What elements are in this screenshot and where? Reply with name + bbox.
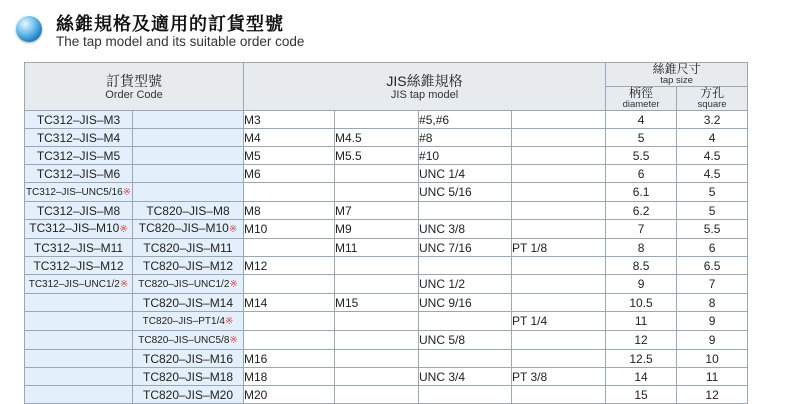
- jis-unc: [419, 202, 512, 220]
- jis-metric-alt: [335, 183, 419, 202]
- jis-unc: UNC 7/16: [419, 239, 512, 257]
- page-header: [14, 8, 774, 54]
- jis-pt: [512, 111, 606, 129]
- jis-metric: M20: [244, 386, 335, 404]
- square-size: 11: [677, 368, 748, 386]
- jis-unc: UNC 5/16: [419, 183, 512, 202]
- jis-pt: [512, 257, 606, 275]
- jis-pt: PT 1/4: [512, 312, 606, 331]
- shank-diameter: 4: [606, 111, 677, 129]
- square-size: 5: [677, 202, 748, 220]
- order-code-tc312: TC312–JIS–M6: [25, 165, 133, 183]
- jis-metric: [244, 239, 335, 257]
- order-code-tc820: TC820–JIS–M16: [133, 350, 244, 368]
- jis-metric-alt: [335, 331, 419, 350]
- square-size: 12: [677, 386, 748, 404]
- diameter-header: 柄徑 diameter: [606, 87, 677, 111]
- shank-diameter: 6: [606, 165, 677, 183]
- order-code-tc312: TC312–JIS–M5: [25, 147, 133, 165]
- table-row: [25, 312, 748, 331]
- square-size: 6.5: [677, 257, 748, 275]
- order-code-tc820: TC820–JIS–M12: [133, 257, 244, 275]
- shank-diameter: 11: [606, 312, 677, 331]
- order-code-tc820: [133, 147, 244, 165]
- page-title: 絲錐規格及適用的訂貨型號: [56, 14, 284, 34]
- order-code-tc312: [25, 350, 133, 368]
- square-size: 3.2: [677, 111, 748, 129]
- jis-unc: UNC 1/4: [419, 165, 512, 183]
- table-body: [25, 111, 748, 404]
- jis-pt: [512, 350, 606, 368]
- jis-metric-alt: [335, 312, 419, 331]
- order-code-tc312: TC312–JIS–M11: [25, 239, 133, 257]
- jis-pt: [512, 202, 606, 220]
- order-code-tc312: TC312–JIS–M10※: [25, 220, 133, 239]
- shank-diameter: 9: [606, 275, 677, 294]
- table-row: [25, 165, 748, 183]
- jis-metric: M4: [244, 129, 335, 147]
- square-size: 4.5: [677, 165, 748, 183]
- jis-metric: [244, 183, 335, 202]
- jis-pt: [512, 147, 606, 165]
- note-mark-icon: ※: [119, 279, 129, 290]
- square-size: 10: [677, 350, 748, 368]
- note-mark-icon: ※: [122, 187, 132, 198]
- table-row: [25, 368, 748, 386]
- page-subtitle: The tap model and its suitable order code: [56, 34, 305, 49]
- square-size: 4.5: [677, 147, 748, 165]
- square-size: 7: [677, 275, 748, 294]
- jis-metric: M10: [244, 220, 335, 239]
- order-code-tc820: [133, 111, 244, 129]
- order-code-tc312: TC312–JIS–M12: [25, 257, 133, 275]
- order-code-tc820: [133, 129, 244, 147]
- table-row: [25, 129, 748, 147]
- jis-unc: UNC 5/8: [419, 331, 512, 350]
- jis-unc: UNC 1/2: [419, 275, 512, 294]
- tap-spec-table: [24, 62, 748, 404]
- jis-unc: [419, 312, 512, 331]
- table-row: [25, 147, 748, 165]
- shank-diameter: 6.1: [606, 183, 677, 202]
- jis-metric: M18: [244, 368, 335, 386]
- blue-bullet-icon: [16, 16, 42, 42]
- jis-metric-alt: M4.5: [335, 129, 419, 147]
- table-row: [25, 220, 748, 239]
- square-size: 8: [677, 294, 748, 312]
- jis-metric-alt: [335, 386, 419, 404]
- jis-metric-alt: [335, 111, 419, 129]
- jis-pt: [512, 331, 606, 350]
- order-code-tc820: TC820–JIS–PT1/4※: [133, 312, 244, 331]
- shank-diameter: 5.5: [606, 147, 677, 165]
- jis-pt: [512, 165, 606, 183]
- square-size: 9: [677, 312, 748, 331]
- order-code-tc820: TC820–JIS–UNC5/8※: [133, 331, 244, 350]
- jis-metric: M14: [244, 294, 335, 312]
- jis-metric-alt: [335, 165, 419, 183]
- note-mark-icon: ※: [229, 335, 238, 346]
- jis-metric-alt: M11: [335, 239, 419, 257]
- square-size: 4: [677, 129, 748, 147]
- jis-metric-alt: [335, 275, 419, 294]
- jis-unc: UNC 9/16: [419, 294, 512, 312]
- order-code-tc312: TC312–JIS–M3: [25, 111, 133, 129]
- shank-diameter: 6.2: [606, 202, 677, 220]
- jis-unc: [419, 386, 512, 404]
- order-code-tc820: TC820–JIS–M20: [133, 386, 244, 404]
- table-row: [25, 257, 748, 275]
- order-code-tc312: [25, 368, 133, 386]
- note-mark-icon: ※: [119, 224, 128, 235]
- order-code-tc312: TC312–JIS–UNC1/2※: [25, 275, 133, 294]
- shank-diameter: 7: [606, 220, 677, 239]
- shank-diameter: 12: [606, 331, 677, 350]
- jis-metric-alt: M9: [335, 220, 419, 239]
- shank-diameter: 14: [606, 368, 677, 386]
- jis-metric-alt: [335, 350, 419, 368]
- jis-metric-alt: M7: [335, 202, 419, 220]
- order-code-tc312: [25, 331, 133, 350]
- shank-diameter: 8.5: [606, 257, 677, 275]
- order-code-tc312: TC312–JIS–M4: [25, 129, 133, 147]
- table-row: [25, 202, 748, 220]
- jis-pt: PT 1/8: [512, 239, 606, 257]
- jis-pt: [512, 386, 606, 404]
- square-header: 方孔 square: [677, 87, 748, 111]
- shank-diameter: 10.5: [606, 294, 677, 312]
- jis-unc: [419, 257, 512, 275]
- jis-metric: M16: [244, 350, 335, 368]
- jis-metric-alt: [335, 368, 419, 386]
- table-row: [25, 275, 748, 294]
- jis-pt: [512, 220, 606, 239]
- note-mark-icon: ※: [229, 279, 238, 290]
- jis-unc: #10: [419, 147, 512, 165]
- jis-metric: M12: [244, 257, 335, 275]
- jis-unc: UNC 3/4: [419, 368, 512, 386]
- jis-metric: M8: [244, 202, 335, 220]
- square-size: 9: [677, 331, 748, 350]
- table-row: [25, 183, 748, 202]
- jis-unc: UNC 3/8: [419, 220, 512, 239]
- square-size: 5.5: [677, 220, 748, 239]
- jis-unc: [419, 350, 512, 368]
- table-row: [25, 331, 748, 350]
- jis-unc: #5,#6: [419, 111, 512, 129]
- jis-metric-alt: M15: [335, 294, 419, 312]
- tap-size-header: 絲錐尺寸 tap size: [606, 63, 748, 87]
- shank-diameter: 5: [606, 129, 677, 147]
- jis-metric: M5: [244, 147, 335, 165]
- square-size: 6: [677, 239, 748, 257]
- order-code-tc820: [133, 183, 244, 202]
- square-size: 5: [677, 183, 748, 202]
- jis-pt: [512, 129, 606, 147]
- jis-metric-alt: [335, 257, 419, 275]
- jis-metric: [244, 331, 335, 350]
- jis-unc: #8: [419, 129, 512, 147]
- note-mark-icon: ※: [228, 224, 238, 235]
- jis-pt: [512, 275, 606, 294]
- order-code-tc312: TC312–JIS–UNC5/16※: [25, 183, 133, 202]
- order-code-tc820: TC820–JIS–M14: [133, 294, 244, 312]
- order-code-tc312: [25, 312, 133, 331]
- order-code-header: 訂貨型號 Order Code: [25, 63, 244, 111]
- order-code-tc312: [25, 386, 133, 404]
- order-code-tc820: TC820–JIS–M18: [133, 368, 244, 386]
- table-row: [25, 239, 748, 257]
- jis-metric: [244, 275, 335, 294]
- shank-diameter: 8: [606, 239, 677, 257]
- table-row: [25, 111, 748, 129]
- order-code-tc312: TC312–JIS–M8: [25, 202, 133, 220]
- order-code-tc820: [133, 165, 244, 183]
- jis-pt: PT 3/8: [512, 368, 606, 386]
- order-code-tc820: TC820–JIS–UNC1/2※: [133, 275, 244, 294]
- order-code-tc820: TC820–JIS–M10※: [133, 220, 244, 239]
- order-code-tc312: [25, 294, 133, 312]
- jis-metric: M6: [244, 165, 335, 183]
- jis-metric-alt: M5.5: [335, 147, 419, 165]
- shank-diameter: 12.5: [606, 350, 677, 368]
- jis-metric: [244, 312, 335, 331]
- order-code-tc820: TC820–JIS–M8: [133, 202, 244, 220]
- order-code-tc820: TC820–JIS–M11: [133, 239, 244, 257]
- table-row: [25, 294, 748, 312]
- note-mark-icon: ※: [224, 316, 234, 327]
- table-row: [25, 350, 748, 368]
- table-row: [25, 386, 748, 404]
- shank-diameter: 15: [606, 386, 677, 404]
- jis-metric: M3: [244, 111, 335, 129]
- jis-pt: [512, 294, 606, 312]
- jis-pt: [512, 183, 606, 202]
- jis-tap-model-header: JIS絲錐規格 JIS tap model: [244, 63, 606, 111]
